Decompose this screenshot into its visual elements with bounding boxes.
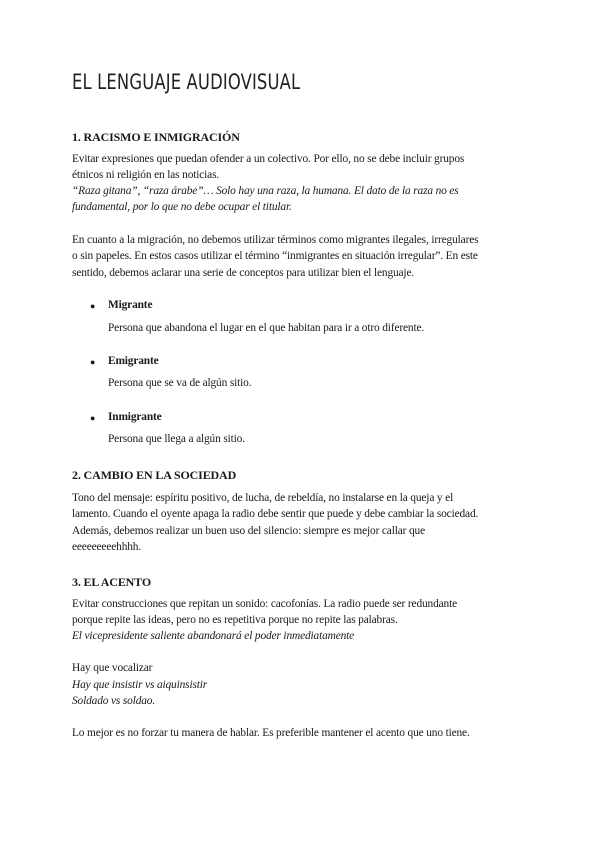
bullet-icon: ● <box>90 413 96 423</box>
text-line: “Raza gitana”, “raza árabe”… Solo hay una raza, la humana. El dato de la raza no es <box>72 185 459 197</box>
section-3-paragraph-2 <box>72 660 528 676</box>
text-line: Evitar construcciones que repitan un sonido: cacofonías. La radio puede ser redundante <box>72 598 457 610</box>
section-1-heading: 1. RACISMO E INMIGRACIÓN <box>72 130 240 144</box>
text-line: sentido, debemos aclarar una serie de conceptos para utilizar bien el lenguaje. <box>72 266 415 279</box>
section-3-paragraph-1 <box>72 596 528 629</box>
section-1-paragraph-2 <box>72 232 528 281</box>
bullet-definition-migrante: Persona que abandona el lugar en el que habitan para ir a otro diferente. <box>108 322 425 334</box>
text-line: Lo mejor es no forzar tu manera de hablar. Es preferible mantener el acento que uno tiene. <box>72 727 470 739</box>
section-1-paragraph-1 <box>72 151 528 184</box>
bullet-term-inmigrante: Inmigrante <box>108 411 162 423</box>
section-3-heading: 3. EL ACENTO <box>72 575 152 589</box>
text-line: eeeeeeeeehhhh. <box>72 540 142 553</box>
bullet-term-migrante: Migrante <box>108 299 153 311</box>
bullet-icon: ● <box>90 357 96 367</box>
text-line: Soldado vs soldao. <box>72 695 156 708</box>
text-line: En cuanto a la migración, no debemos utilizar términos como migrantes ilegales, irregulares <box>72 234 479 246</box>
section-2-paragraph <box>72 490 528 555</box>
section-3-example-1 <box>72 628 528 644</box>
section-3-paragraph-3 <box>72 725 528 741</box>
bullet-definition-inmigrante: Persona que llega a algún sitio. <box>108 433 245 445</box>
text-line: porque repite las ideas, pero no es repetitiva porque no repite las palabras. <box>72 614 398 627</box>
section-2-heading: 2. CAMBIO EN LA SOCIEDAD <box>72 468 237 482</box>
document-title: EL LENGUAJE AUDIOVISUAL <box>72 70 301 94</box>
text-line: lamento. Cuando el oyente apaga la radio debe sentir que puede y debe cambiar la sociedad. <box>72 508 479 521</box>
section-1-example <box>72 183 528 216</box>
text-line: Hay que vocalizar <box>72 662 153 674</box>
text-line: Hay que insistir vs aiquinsistir <box>72 679 208 691</box>
text-line: Además, debemos realizar un buen uso del silencio: siempre es mejor callar que <box>72 524 425 537</box>
text-line: étnicos ni religión en las noticias. <box>72 169 220 182</box>
bullet-term-emigrante: Emigrante <box>108 355 159 367</box>
text-line: Evitar expresiones que puedan ofender a un colectivo. Por ello, no se debe incluir grupos <box>72 153 465 165</box>
text-line: fundamental, por lo que no debe ocupar el titular. <box>72 201 292 214</box>
text-line: o sin papeles. En estos casos utilizar el término “inmigrantes en situación irregular”. En este <box>72 250 478 263</box>
bullet-icon: ● <box>90 301 96 311</box>
section-3-example-2 <box>72 677 528 710</box>
text-line: El vicepresidente saliente abandonará el poder inmediatamente <box>72 630 355 642</box>
text-line: Tono del mensaje: espíritu positivo, de lucha, de rebeldía, no instalarse en la queja y el <box>72 492 454 504</box>
bullet-definition-emigrante: Persona que se va de algún sitio. <box>108 377 252 389</box>
